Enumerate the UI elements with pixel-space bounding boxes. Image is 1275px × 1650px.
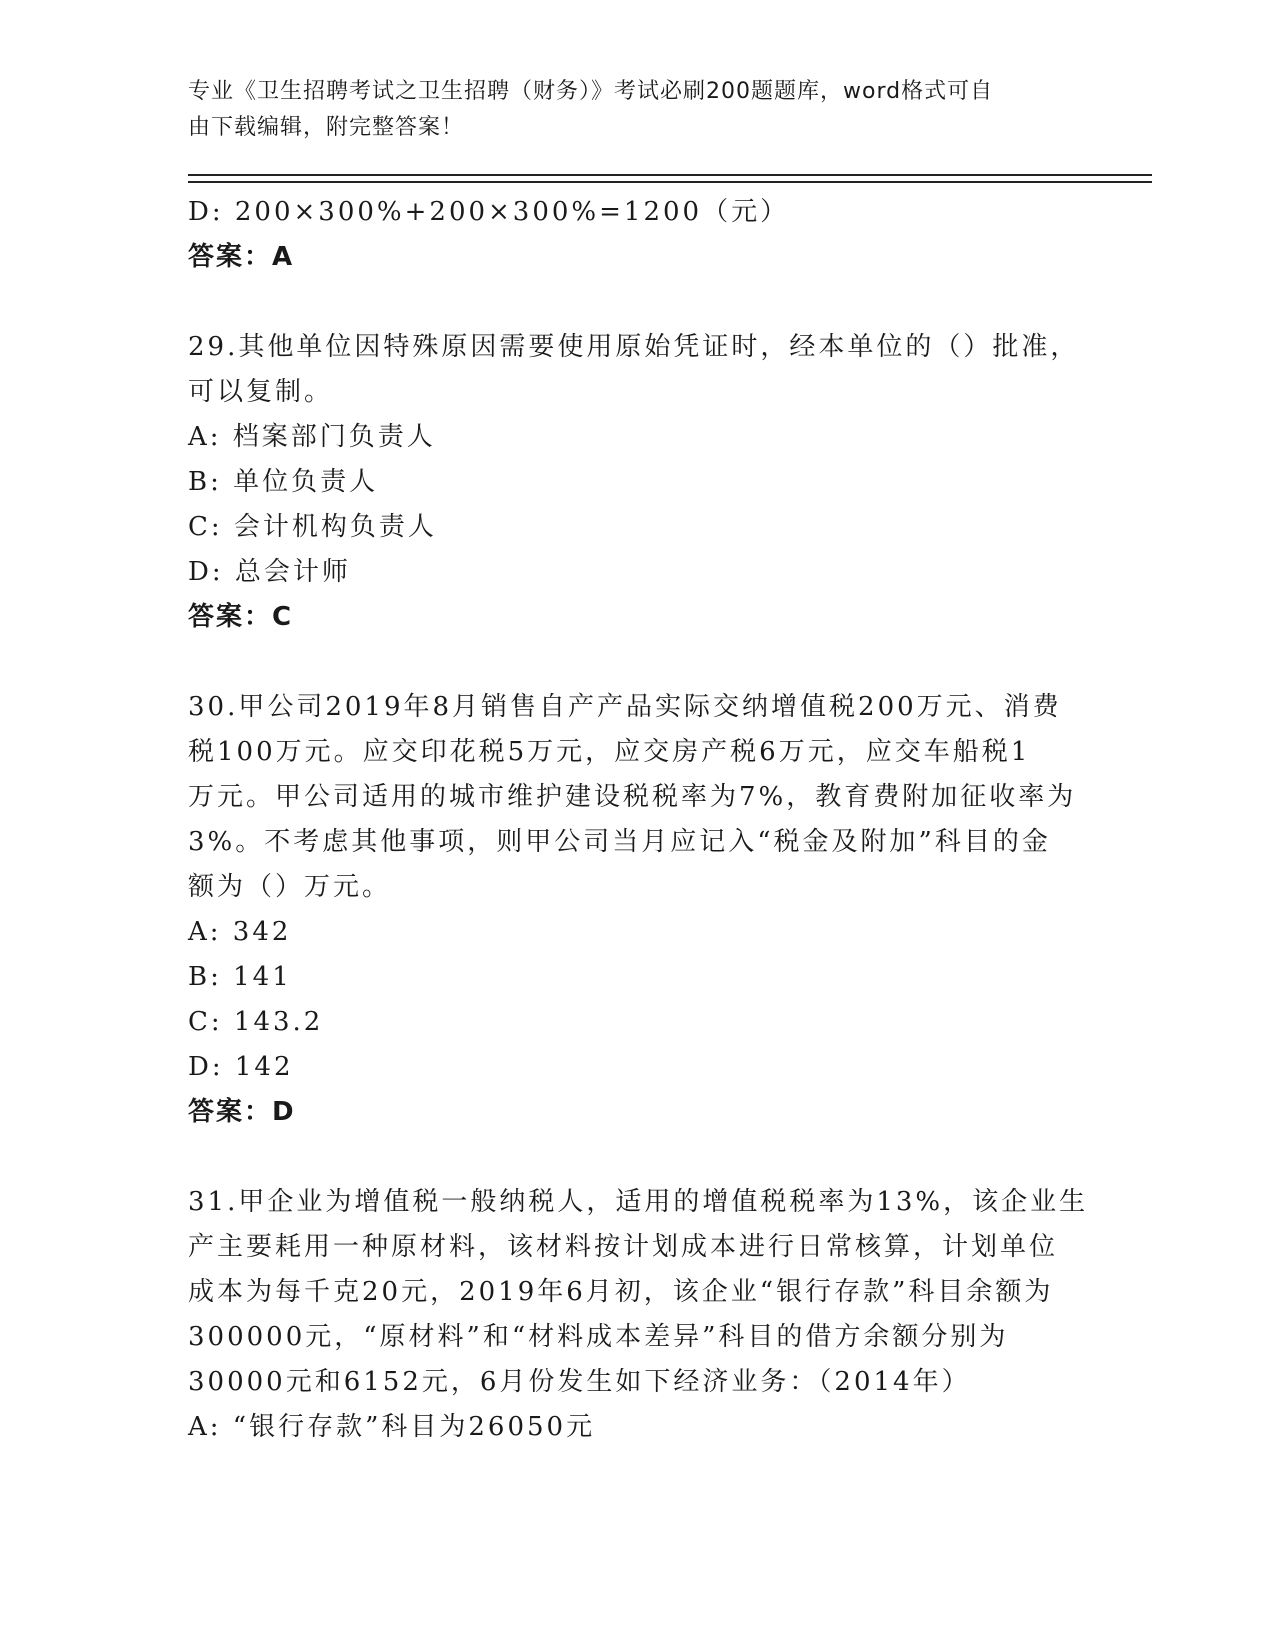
option-c: C: 会计机构负责人 xyxy=(188,512,437,542)
document-body xyxy=(188,190,1088,1450)
question-stem-line: 31.甲企业为增值税一般纳税人，适用的增值税税率为13%，该企业生 xyxy=(188,1187,1089,1217)
question-stem-line: 30.甲公司2019年8月销售自产产品实际交纳增值税200万元、消费 xyxy=(188,692,1062,722)
option-b: B: 单位负责人 xyxy=(188,467,379,497)
option-a: A: 342 xyxy=(188,917,292,947)
answer-line: 答案：D xyxy=(188,1097,296,1127)
option-a: A: “银行存款”科目为26050元 xyxy=(188,1412,596,1442)
option-d: D: 200×300%+200×300%=1200（元） xyxy=(188,197,790,227)
question-stem-line: 税100万元。应交印花税5万元，应交房产税6万元，应交车船税1 xyxy=(188,737,1031,767)
option-c: C: 143.2 xyxy=(188,1007,324,1037)
option-d: D: 总会计师 xyxy=(188,557,351,587)
header-line-1: 专业《卫生招聘考试之卫生招聘（财务）》考试必刷200题题库，word格式可自 xyxy=(188,79,994,104)
question-stem-line: 成本为每千克20元，2019年6月初，该企业“银行存款”科目余额为 xyxy=(188,1277,1054,1307)
question-stem-line: 30000元和6152元，6月份发生如下经济业务：（2014年） xyxy=(188,1367,971,1397)
header-line-2: 由下载编辑，附完整答案！ xyxy=(188,115,465,140)
answer-line: 答案：A xyxy=(188,242,295,272)
question-stem-line: 额为（）万元。 xyxy=(188,872,392,902)
question-29 xyxy=(188,325,1088,640)
header-rule-bottom xyxy=(188,181,1152,183)
option-a: A: 档案部门负责人 xyxy=(188,422,436,452)
answer-line: 答案：C xyxy=(188,602,294,632)
question-30 xyxy=(188,685,1088,1135)
question-stem-line: 29.其他单位因特殊原因需要使用原始凭证时，经本单位的（）批准， xyxy=(188,332,1080,362)
question-stem-line: 3%。不考虑其他事项，则甲公司当月应记入“税金及附加”科目的金 xyxy=(188,827,1051,857)
option-d: D: 142 xyxy=(188,1052,294,1082)
header-rule-top xyxy=(188,174,1152,176)
document-header xyxy=(188,74,1068,146)
question-stem-line: 300000元，“原材料”和“材料成本差异”科目的借方余额分别为 xyxy=(188,1322,1009,1352)
option-b: B: 141 xyxy=(188,962,292,992)
previous-question-tail xyxy=(188,190,1088,280)
question-stem-line: 产主要耗用一种原材料，该材料按计划成本进行日常核算，计划单位 xyxy=(188,1232,1059,1262)
question-stem-line: 可以复制。 xyxy=(188,377,334,407)
question-stem-line: 万元。甲公司适用的城市维护建设税税率为7%，教育费附加征收率为 xyxy=(188,782,1077,812)
question-31 xyxy=(188,1180,1088,1450)
